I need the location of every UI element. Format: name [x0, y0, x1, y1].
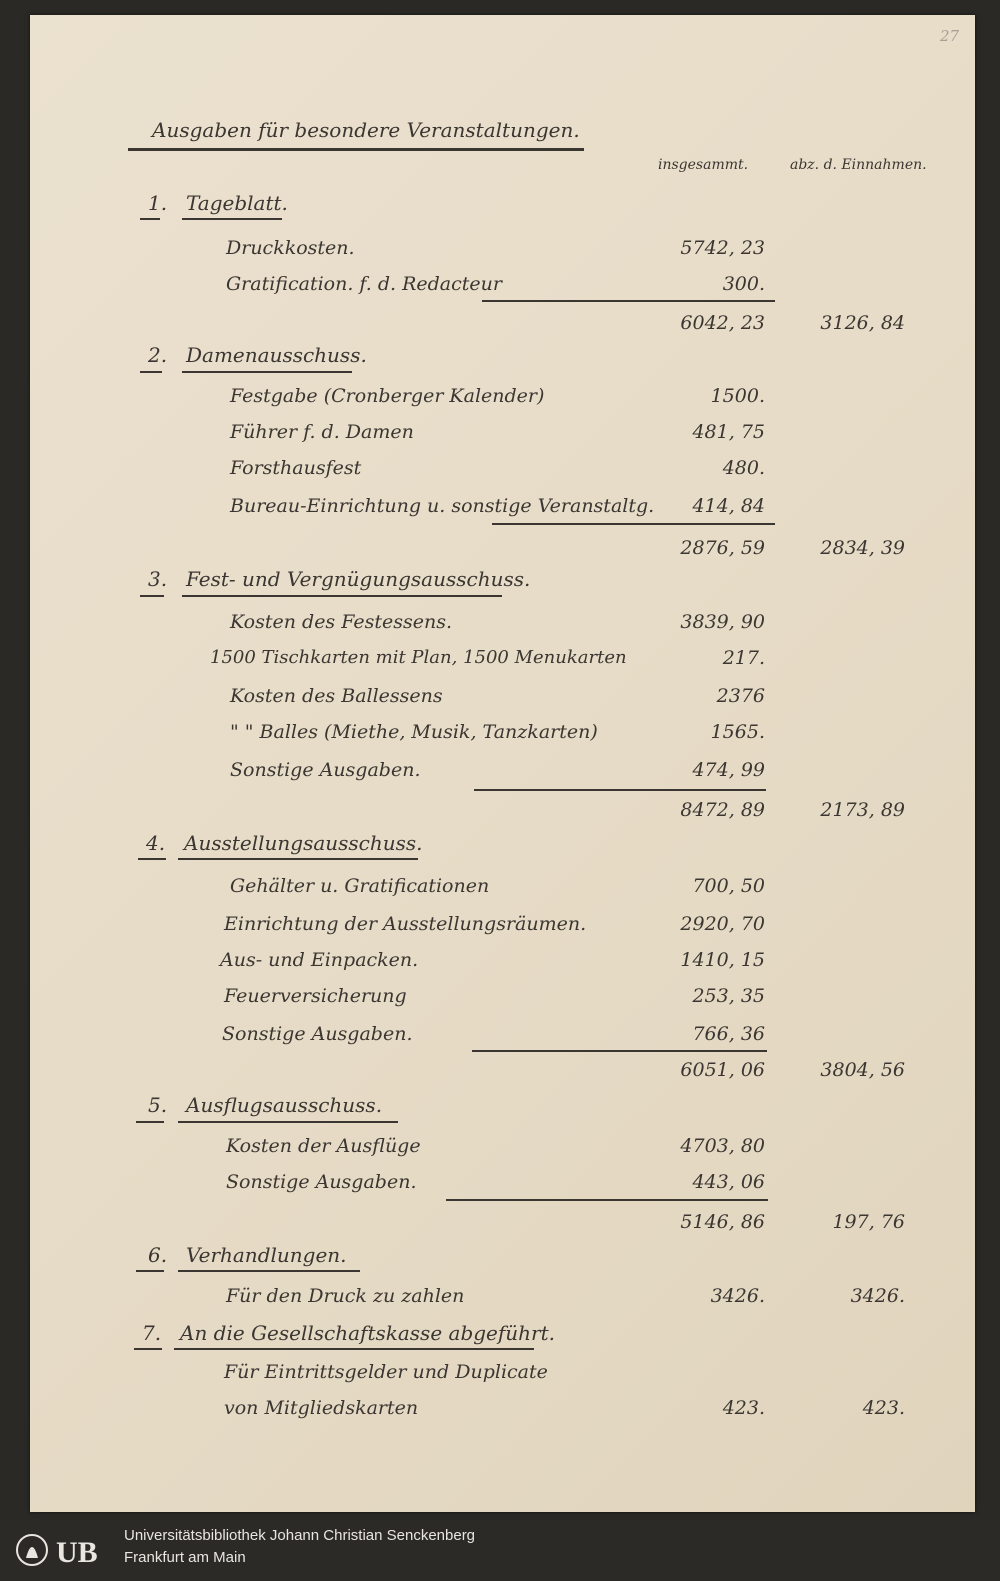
section-heading [148, 191, 288, 215]
item-label: Einrichtung der Ausstellungsräumen. [224, 913, 587, 935]
title-underline [128, 148, 584, 151]
item-amount: 3839, 90 [680, 611, 765, 633]
item-label: Führer f. d. Damen [230, 421, 414, 443]
svg-text:UB: UB [56, 1536, 98, 1569]
item-amount: 2376 [716, 685, 765, 707]
section-title: Ausstellungsausschuss. [184, 831, 423, 855]
section-title: An die Gesellschaftskasse abgeführt. [180, 1321, 555, 1345]
sum-rule [482, 300, 775, 302]
item-label: Kosten des Festessens. [230, 611, 453, 633]
section-title: Fest- und Vergnügungsausschuss. [186, 567, 531, 591]
item-label: Gratification. f. d. Redacteur [226, 273, 502, 295]
section-title: Tageblatt. [186, 191, 288, 215]
item-label: Festgabe (Cronberger Kalender) [230, 385, 545, 407]
item-label: Sonstige Ausgaben. [230, 759, 421, 781]
item-label: Feuerversicherung [224, 985, 407, 1007]
item-label: Aus- und Einpacken. [220, 949, 419, 971]
item-label: 1500 Tischkarten mit Plan, 1500 Menukarten [210, 647, 627, 668]
section-net: 2834, 39 [820, 537, 905, 559]
item-label: Bureau-Einrichtung u. sonstige Veranstaltg. [230, 495, 655, 517]
section-heading [148, 1093, 382, 1117]
section-heading [148, 1243, 347, 1267]
item-amount: 700, 50 [692, 875, 765, 897]
item-label: von Mitgliedskarten [224, 1397, 419, 1419]
item-amount: 423. [722, 1397, 765, 1419]
document-title: Ausgaben für besondere Veranstaltungen. [152, 118, 580, 142]
item-label: Für Eintrittsgelder und Duplicate [224, 1361, 548, 1383]
item-amount: 5742, 23 [680, 237, 765, 259]
section-number: 7. [142, 1321, 162, 1345]
section-heading [148, 567, 530, 591]
section-number: 4. [146, 831, 166, 855]
item-amount: 217. [722, 647, 765, 669]
item-label: Sonstige Ausgaben. [222, 1023, 413, 1045]
section-total: 6042, 23 [680, 312, 765, 334]
section-net: 3126, 84 [820, 312, 905, 334]
section-heading [146, 831, 423, 855]
item-label: Kosten der Ausflüge [226, 1135, 421, 1157]
item-label: Kosten des Ballessens [230, 685, 443, 707]
column-header-net: abz. d. Einnahmen. [790, 157, 927, 173]
item-label: Forsthausfest [230, 457, 362, 479]
sum-rule [446, 1199, 768, 1201]
item-amount: 4703, 80 [680, 1135, 765, 1157]
sum-rule [474, 789, 766, 791]
item-amount: 766, 36 [692, 1023, 765, 1045]
section-title: Verhandlungen. [186, 1243, 347, 1267]
item-amount: 300. [722, 273, 765, 295]
item-amount: 1500. [710, 385, 765, 407]
item-amount: 3426. [710, 1285, 765, 1307]
item-amount: 474, 99 [692, 759, 765, 781]
section-total: 2876, 59 [680, 537, 765, 559]
section-total: 5146, 86 [680, 1211, 765, 1233]
section-number: 2. [148, 343, 168, 367]
section-number: 6. [148, 1243, 168, 1267]
library-name: Universitätsbibliothek Johann Christian Senckenberg [124, 1527, 476, 1544]
section-number: 3. [148, 567, 168, 591]
section-total: 8472, 89 [680, 799, 765, 821]
library-footer [0, 1520, 1000, 1581]
item-label: Gehälter u. Gratificationen [230, 875, 490, 897]
section-net: 197, 76 [832, 1211, 905, 1233]
item-amount: 480. [722, 457, 765, 479]
item-amount: 253, 35 [692, 985, 765, 1007]
item-label: " " Balles (Miethe, Musik, Tanzkarten) [230, 721, 598, 743]
section-total: 6051, 06 [680, 1059, 765, 1081]
section-number: 1. [148, 191, 168, 215]
section-net: 2173, 89 [820, 799, 905, 821]
item-net: 3426. [850, 1285, 905, 1307]
library-city: Frankfurt am Main [124, 1549, 246, 1566]
item-label: Für den Druck zu zahlen [226, 1285, 465, 1307]
sum-rule [492, 523, 775, 525]
section-title: Ausflugsausschuss. [186, 1093, 383, 1117]
item-amount: 1565. [710, 721, 765, 743]
section-net: 3804, 56 [820, 1059, 905, 1081]
item-label: Druckkosten. [226, 237, 355, 259]
section-title: Damenausschuss. [186, 343, 367, 367]
item-amount: 414, 84 [692, 495, 765, 517]
section-heading [148, 343, 367, 367]
item-net: 423. [862, 1397, 905, 1419]
document-page [30, 15, 975, 1512]
item-amount: 481, 75 [692, 421, 765, 443]
page-number: 27 [940, 27, 960, 45]
section-number: 5. [148, 1093, 168, 1117]
ub-logo-icon [12, 1528, 112, 1573]
item-label: Sonstige Ausgaben. [226, 1171, 417, 1193]
item-amount: 443, 06 [692, 1171, 765, 1193]
item-amount: 1410, 15 [680, 949, 765, 971]
column-header-total: insgesammt. [658, 157, 749, 173]
sum-rule [472, 1050, 767, 1052]
item-amount: 2920, 70 [680, 913, 765, 935]
section-heading [142, 1321, 555, 1345]
